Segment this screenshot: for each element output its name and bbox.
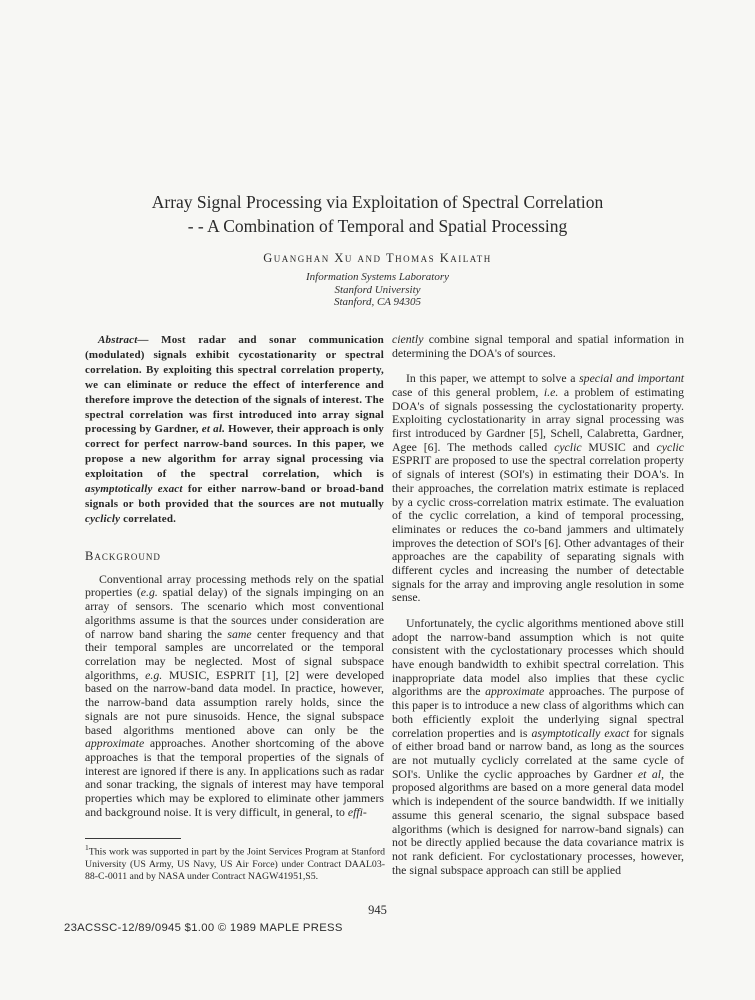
title-block [0, 190, 755, 309]
section-heading-background: Background [85, 548, 161, 563]
body-paragraph-this-paper: In this paper, we attempt to solve a special and important case of this general problem, i.e. a problem of estimating DOA's of signals possessing the cyclostationarity property. Exploiting cyclostationarity in array signal processing was first introduced by Gardner [5], Schell, Calabretta, Gardner, Agee [6]. The methods called cyclic MUSIC and cyclic ESPRIT are proposed to use the spectral correlation property of signals of interest (SOI's) in estimating their DOA's. In their approaches, the correlation matrix estimate is replaced by a cyclic cross-correlation matrix estimate. The evaluation of the cyclic correlation, a kind of temporal processing, eliminates or reduces the co-band jammers and ultimately improves the detection of SOI's [6]. Other advantages of their approaches are the capability of separating signals with different cycles and increasing the number of detectable signals for the array and improving angle resolution in some sense. [392, 371, 685, 605]
body-paragraph-continuation: ciently combine signal temporal and spatial information in determining the DOA's of sources. [392, 332, 684, 360]
affiliation-block [0, 271, 755, 309]
page-title-line2: - - A Combination of Temporal and Spatial Processing [187, 216, 568, 236]
footnote: $^1$This work was supported in part by the Joint Services Program at Stanford University (US Army, US Navy, US Air Force) under Contract DAAL03-88-C-0011 and by NASA under Contract NAGW41951,S5. [85, 843, 385, 882]
abstract-paragraph: Abstract— Most radar and sonar communication (modulated) signals exhibit cycostationarity or spectral correlation. By exploiting this spectral correlation property, we can eliminate or reduce the effect of interference and therefore improve the detection of the signals of interest. The spectral correlation was first introduced into array signal processing by Gardner, et al. However, their approach is only correct for perfect narrow-band sources. In this paper, we propose a new algorithm for array signal processing via exploitation of the spectral correlation, which is asymptotically exact for either narrow-band or broad-band signals or both provided that the sources are not mutually cyclicly correlated. [85, 334, 385, 525]
page-title-line1: Array Signal Processing via Exploitation of Spectral Correlation [151, 192, 604, 212]
copyright-line: 23ACSSC-12/89/0945 $1.00 © 1989 MAPLE PRESS [64, 922, 343, 934]
affiliation-line-university: Stanford University [334, 283, 421, 296]
page-number: 945 [368, 903, 387, 917]
footnote-block [85, 838, 385, 883]
left-column [85, 333, 384, 831]
body-paragraph-background: Conventional array processing methods rely on the spatial properties (e.g. spatial delay) of the signals impinging on an array of sensors. The scenario which most conventional algorithms assume is that the sources under consideration are of narrow band sharing the same center frequency and that their temporal samples are uncorrelated or the temporal correlation may be neglected. Most of signal subspace algorithms, e.g. MUSIC, ESPRIT [1], [2] were developed based on the narrow-band data model. In practice, however, the narrow-band data assumption rarely holds, since the signals are not pure sinusoids. Hence, the signal subspace based algorithms mentioned above can only be the approximate approaches. Another shortcoming of the above approaches is that the temporal properties of the signals of interest are ignored if there is any. In applications such as radar and sonar tracking, the signals of interest may have temporal properties which may be explored to eliminate other jammers and background noise. It is very difficult, in general, to effi- [85, 571, 384, 819]
affiliation-line-lab: Information Systems Laboratory [306, 271, 449, 283]
authors: Guanghan Xu and Thomas Kailath [263, 251, 492, 265]
right-column [392, 333, 684, 889]
footnote-rule [85, 838, 181, 839]
body-paragraph-unfortunately: Unfortunately, the cyclic algorithms mentioned above still adopt the narrow-band assumption which is not quite consistent with the cyclostationary processes which should have enough bandwidth to exhibit spectral correlation. This inappropriate data model also implies that these cyclic algorithms are the approximate approaches. The purpose of this paper is to introduce a new class of algorithms which can both efficiently exploit the underlying signal spectral correlation properties and is asymptotically exact for signals of either broad band or narrow band, as long as the sources are not mutually cyclicly correlated at the same cycle of SOI's. Unlike the cyclic approaches by Gardner et al, the proposed algorithms are based on a more general data model which is independent of the source bandwidth. If we initially assume this general scenario, the signal subspace based algorithms (which is designed for narrow-band signals) can not be directly applied because the data covariance matrix is not rank deficient. For cyclostationary processes, however, the signal subspace approach can still be applied [392, 615, 685, 877]
affiliation-line-city: Stanford, CA 94305 [333, 296, 422, 308]
